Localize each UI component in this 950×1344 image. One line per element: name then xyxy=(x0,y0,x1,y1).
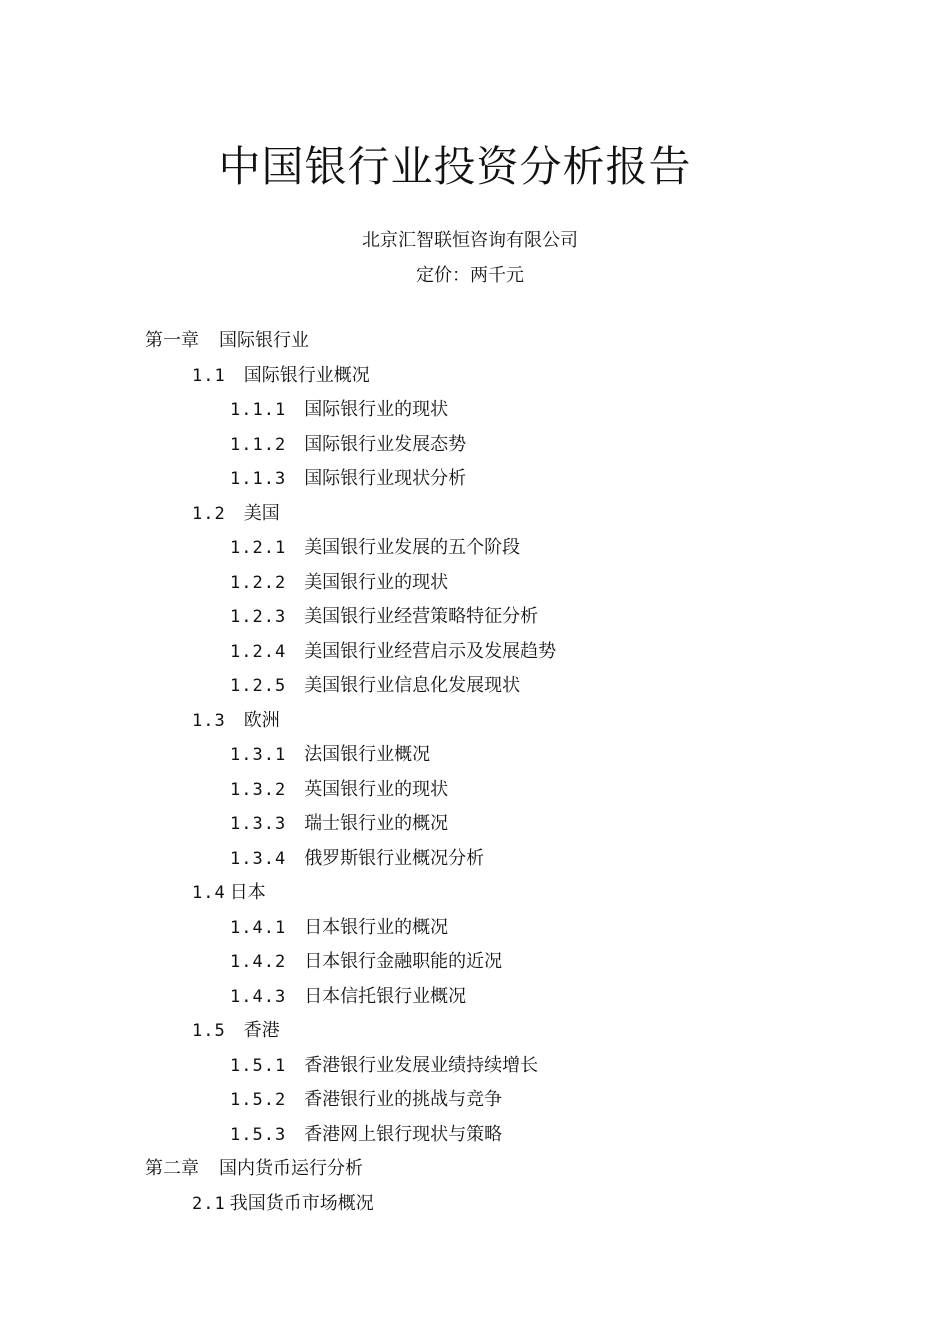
toc-number: 1.2 xyxy=(192,503,226,524)
toc-number: 1.5.1 xyxy=(230,1055,287,1076)
toc-text: 日本 xyxy=(229,882,266,903)
toc-chapter xyxy=(0,1152,950,1187)
toc-number: 1.3 xyxy=(192,710,226,731)
toc-section xyxy=(0,497,950,532)
toc-subsection xyxy=(0,393,950,428)
toc-number: 1.3.2 xyxy=(230,779,287,800)
toc-number: 1.2.5 xyxy=(230,676,287,696)
toc-subsection xyxy=(0,1049,950,1084)
toc-subsection xyxy=(0,566,950,601)
toc-text: 国际银行业的现状 xyxy=(304,399,449,420)
toc-number: 1.4.1 xyxy=(230,917,287,938)
toc-text: 美国银行业经营策略特征分析 xyxy=(304,606,539,627)
toc-section xyxy=(0,1014,950,1049)
toc-text: 香港银行业发展业绩持续增长 xyxy=(304,1054,539,1076)
toc-section xyxy=(0,704,950,739)
toc-text: 国际银行业现状分析 xyxy=(304,468,467,489)
toc-subsection xyxy=(0,980,950,1015)
toc-number: 1.1 xyxy=(192,365,226,386)
toc-number: 1.2.2 xyxy=(230,572,287,593)
toc-text: 欧洲 xyxy=(243,709,280,731)
document-title: 中国银行业投资分析报告 xyxy=(218,142,692,191)
toc-text: 香港网上银行现状与策略 xyxy=(304,1123,503,1145)
toc-text: 日本银行金融职能的近况 xyxy=(304,951,503,972)
toc-subsection xyxy=(0,842,950,877)
toc-subsection xyxy=(0,531,950,566)
toc-text: 美国银行业信息化发展现状 xyxy=(304,675,521,696)
toc-text: 美国银行业经营启示及发展趋势 xyxy=(304,640,557,662)
toc-subsection xyxy=(0,1118,950,1153)
toc-section xyxy=(0,1187,950,1222)
toc-number: 1.2.3 xyxy=(230,607,287,627)
toc-number: 1.5 xyxy=(192,1021,226,1041)
toc-number: 1.2.4 xyxy=(230,641,287,662)
toc-number: 1.4.3 xyxy=(230,986,287,1007)
toc-subsection xyxy=(0,635,950,670)
toc-text: 国际银行业概况 xyxy=(243,364,370,386)
toc-number: 第一章 xyxy=(145,330,199,351)
toc-text: 日本银行业的概况 xyxy=(304,916,449,938)
toc-subsection xyxy=(0,738,950,773)
toc-text: 我国货币市场概况 xyxy=(229,1192,374,1214)
toc-section xyxy=(0,359,950,394)
table-of-contents xyxy=(0,324,950,1221)
toc-number: 1.4.2 xyxy=(230,952,287,972)
toc-number: 1.2.1 xyxy=(230,538,287,558)
toc-number: 1.3.4 xyxy=(230,848,287,869)
toc-number: 1.4 xyxy=(192,883,226,903)
toc-text: 英国银行业的现状 xyxy=(304,778,449,800)
toc-subsection xyxy=(0,462,950,497)
toc-text: 法国银行业概况 xyxy=(304,744,431,765)
toc-chapter xyxy=(0,324,950,359)
toc-subsection xyxy=(0,807,950,842)
toc-text: 香港银行业的挑战与竞争 xyxy=(304,1089,503,1110)
toc-number: 1.3.1 xyxy=(230,745,287,765)
toc-text: 美国银行业发展的五个阶段 xyxy=(304,537,521,558)
toc-number: 第二章 xyxy=(145,1158,199,1179)
toc-number: 1.1.3 xyxy=(230,469,287,489)
toc-number: 2.1 xyxy=(192,1193,226,1214)
toc-text: 香港 xyxy=(243,1020,280,1041)
price-line: 定价：两千元 xyxy=(416,265,524,286)
toc-subsection xyxy=(0,669,950,704)
toc-text: 国际银行业发展态势 xyxy=(304,433,467,455)
toc-text: 国内货币运行分析 xyxy=(219,1158,363,1179)
toc-section xyxy=(0,876,950,911)
toc-text: 国际银行业 xyxy=(219,330,309,351)
toc-number: 1.5.2 xyxy=(230,1090,287,1110)
toc-subsection xyxy=(0,600,950,635)
toc-number: 1.1.1 xyxy=(230,400,287,420)
toc-number: 1.3.3 xyxy=(230,814,287,834)
toc-subsection xyxy=(0,911,950,946)
toc-text: 日本信托银行业概况 xyxy=(304,985,467,1007)
toc-subsection xyxy=(0,773,950,808)
toc-text: 美国 xyxy=(243,502,280,524)
toc-text: 俄罗斯银行业概况分析 xyxy=(304,847,485,869)
toc-text: 美国银行业的现状 xyxy=(304,571,449,593)
company-name: 北京汇智联恒咨询有限公司 xyxy=(362,230,578,251)
toc-subsection xyxy=(0,945,950,980)
toc-subsection xyxy=(0,1083,950,1118)
toc-subsection xyxy=(0,428,950,463)
toc-number: 1.1.2 xyxy=(230,434,287,455)
toc-number: 1.5.3 xyxy=(230,1124,287,1145)
toc-text: 瑞士银行业的概况 xyxy=(304,813,449,834)
